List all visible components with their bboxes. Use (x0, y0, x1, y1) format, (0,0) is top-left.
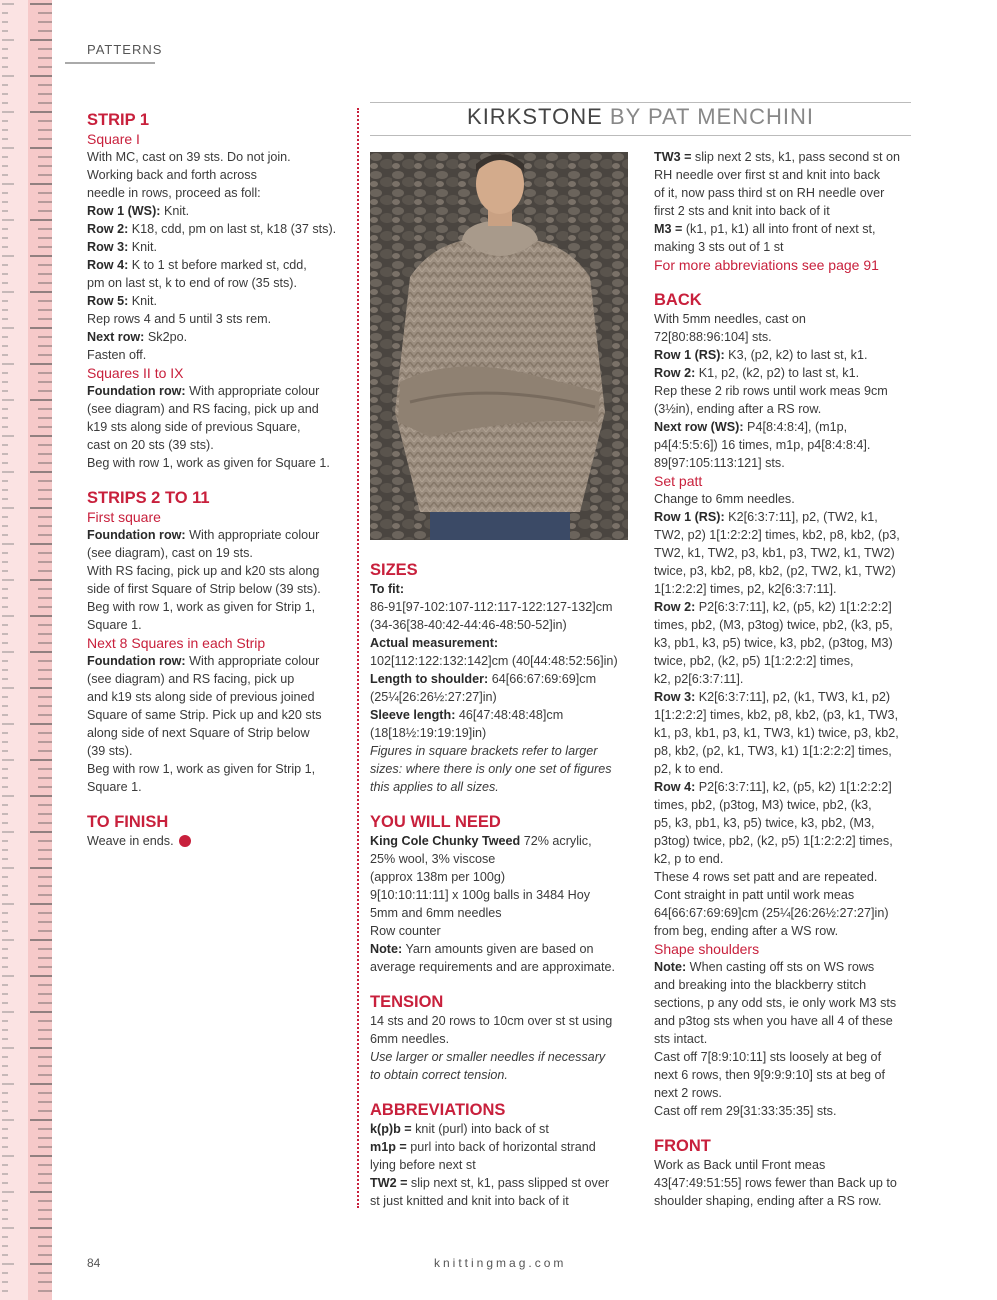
text-line: and breaking into the blackberry stitch (654, 978, 867, 992)
text-line: 25% wool, 3% viscose (370, 852, 496, 866)
text-line: from beg, ending after a WS row. (654, 924, 839, 938)
text-line: 72[80:88:96:104] sts. (654, 330, 772, 344)
abbreviations-heading: ABBREVIATIONS (370, 1101, 506, 1119)
text-line: Cast off rem 29[31:33:35:35] sts. (654, 1104, 837, 1118)
text-line: pm on last st, k to end of row (35 sts). (87, 276, 297, 290)
text-line: Work as Back until Front meas (654, 1158, 826, 1172)
ruler-ticks (0, 0, 52, 1300)
finish-heading: TO FINISH (87, 813, 169, 831)
section-label: PATTERNS (87, 42, 163, 57)
text-line: 89[97:105:113:121] sts. (654, 456, 785, 470)
text-line: (approx 138m per 100g) (370, 870, 506, 884)
text-line: 86-91[97-102:107-112:117-122:127-132]cm (370, 600, 613, 614)
text-line: (see diagram), cast on 19 sts. (87, 546, 253, 560)
text-line: to obtain correct tension. (370, 1068, 508, 1082)
header-rule (65, 62, 155, 64)
text-line: along side of next Square of Strip below (87, 726, 310, 740)
strip-1-section (87, 110, 349, 472)
text-line: M3 = (k1, p1, k1) all into front of next st, (654, 222, 876, 236)
text-line: (see diagram) and RS facing, pick up (87, 672, 295, 686)
row-instruction: Row 1 (RS): K3, (p2, k2) to last st, k1. (654, 348, 868, 362)
text-line: Cast off 7[8:9:10:11] sts loosely at beg of (654, 1050, 882, 1064)
row-instruction: Row 3: K2[6:3:7:11], p2, (k1, TW3, k1, p2) (654, 690, 891, 704)
back-section (654, 290, 916, 1120)
page-number: 84 (87, 1256, 101, 1270)
text-line: twice, pb2, (k2, p5) 1[1:2:2:2] times, (654, 654, 854, 668)
text-line: 102[112:122:132:142]cm (40[44:48:52:56]in) (370, 654, 618, 668)
text-line: (18[18½:19:19:19]in) (370, 726, 487, 740)
strips-heading: STRIPS 2 TO 11 (87, 489, 210, 507)
row-instruction: Next row (WS): P4[8:4:8:4], (m1p, (654, 420, 848, 434)
text-line: 5mm and 6mm needles (370, 906, 502, 920)
text-line: TW2, k1, TW2, p3, kb1, p3, TW2, k1, TW2) (654, 546, 895, 560)
row-instruction: Row 2: K1, p2, (k2, p2) to last st, k1. (654, 366, 860, 380)
row-instruction: Row 1 (WS): Knit. (87, 204, 190, 218)
text-line: (see diagram) and RS facing, pick up and (87, 402, 319, 416)
text-line: sections, p any odd sts, ie only work M3 sts (654, 996, 897, 1010)
strip-1-heading: STRIP 1 (87, 111, 150, 129)
text-line: Figures in square brackets refer to larger (370, 744, 598, 758)
text-line: Use larger or smaller needles if necessary (370, 1050, 606, 1064)
first-square-subheading: First square (87, 509, 161, 525)
text-line: p8, kb2, (p2, k1, TW3, k1) 1[1:2:2:2] times, (654, 744, 892, 758)
text-line: lying before next st (370, 1158, 476, 1172)
text-line: With 5mm needles, cast on (654, 312, 806, 326)
shape-shoulders-subheading: Shape shoulders (654, 941, 760, 957)
row-instruction: Row 4: K to 1 st before marked st, cdd, (87, 258, 307, 272)
text-line: 14 sts and 20 rows to 10cm over st st using (370, 1014, 613, 1028)
text-line: Actual measurement: (370, 636, 499, 650)
sizes-heading: SIZES (370, 561, 418, 579)
text-line: These 4 rows set patt and are repeated. (654, 870, 878, 884)
text-line: shoulder shaping, ending after a RS row. (654, 1194, 882, 1208)
text-line: Working back and forth across (87, 168, 257, 182)
front-heading: FRONT (654, 1137, 711, 1155)
text-line: p3tog) twice, pb2, (k2, p5) 1[1:2:2:2] times, (654, 834, 893, 848)
column-3 (654, 148, 916, 1210)
text-line: next 2 rows. (654, 1086, 722, 1100)
text-line: k3, pb1, k3, p5) twice, k3, pb2, (p3tog, M3) (654, 636, 893, 650)
text-line: With RS facing, pick up and k20 sts along (87, 564, 320, 578)
tension-section (370, 992, 632, 1084)
text-line: p2, k to end. (654, 762, 724, 776)
text-line: Square 1. (87, 780, 142, 794)
text-line: 1[1:2:2:2] times, p2, k2[6:3:7:11]. (654, 582, 837, 596)
row-instruction: Foundation row: With appropriate colour (87, 654, 320, 668)
text-line: first 2 sts and knit into back of it (654, 204, 830, 218)
yarn-ball-end-icon (179, 835, 191, 847)
text-line: Beg with row 1, work as given for Strip 1, (87, 600, 316, 614)
text-line: and p3tog sts when you have all 4 of these (654, 1014, 893, 1028)
row-instruction: Foundation row: With appropriate colour (87, 384, 320, 398)
text-line: Change to 6mm needles. (654, 492, 795, 506)
text-line: 9[10:10:11:11] x 100g balls in 3484 Hoy (370, 888, 591, 902)
text-line: TW2 = slip next st, k1, pass slipped st over (370, 1176, 610, 1190)
abbreviations-section (370, 1100, 632, 1210)
text-line: To fit: (370, 582, 405, 596)
strips-2-11-section (87, 488, 349, 796)
text-line: making 3 sts out of 1 st (654, 240, 784, 254)
text-line: Weave in ends. (87, 832, 349, 850)
text-line: this applies to all sizes. (370, 780, 499, 794)
text-line: twice, p3, kb2, p8, kb2, (p2, TW2, k1, TW2) (654, 564, 896, 578)
text-line: m1p = purl into back of horizontal strand (370, 1140, 596, 1154)
text-line: times, pb2, (M3, p3tog) twice, pb2, (k3, p5, (654, 618, 893, 632)
text-line: (25¼[26:26½:27:27]in) (370, 690, 497, 704)
text-line: TW3 = slip next 2 sts, k1, pass second st on (654, 150, 901, 164)
text-line: Sleeve length: 46[47:48:48:48]cm (370, 708, 564, 722)
tension-heading: TENSION (370, 993, 444, 1011)
text-line: Beg with row 1, work as given for Strip 1, (87, 762, 316, 776)
text-line: TW2, p2) 1[1:2:2:2] times, kb2, p8, kb2, (p3, (654, 528, 900, 542)
text-line: RH needle over first st and knit into back (654, 168, 881, 182)
text-line: King Cole Chunky Tweed 72% acrylic, (370, 834, 592, 848)
squares-2-9-subheading: Squares II to IX (87, 365, 184, 381)
row-instruction: Row 4: P2[6:3:7:11], k2, (p5, k2) 1[1:2:2:2] (654, 780, 892, 794)
text-line: Square 1. (87, 618, 142, 632)
row-instruction: Row 1 (RS): K2[6:3:7:11], p2, (TW2, k1, (654, 510, 878, 524)
text-line: Square of same Strip. Pick up and k20 sts (87, 708, 322, 722)
text-line: average requirements and are approximate. (370, 960, 616, 974)
text-line: k(p)b = knit (purl) into back of st (370, 1122, 549, 1136)
abbreviations-continued (654, 148, 916, 274)
you-will-need-section (370, 812, 632, 976)
text-line: p4[4:5:5:6]) 16 times, m1p, p4[8:4:8:4]. (654, 438, 871, 452)
text-line: cast on 20 sts (39 sts). (87, 438, 214, 452)
column-divider (357, 108, 359, 1208)
sizes-section (370, 560, 632, 796)
text-line: k1, p3, kb1, p3, k1, TW3, k1) twice, p3, kb2, (654, 726, 899, 740)
row-instruction: Row 3: Knit. (87, 240, 157, 254)
text-line: st just knitted and knit into back of it (370, 1194, 569, 1208)
text-line: Rep these 2 rib rows until work meas 9cm (654, 384, 888, 398)
row-instruction: Row 5: Knit. (87, 294, 157, 308)
text-line: and k19 sts along side of previous joined (87, 690, 315, 704)
text-line: sizes: where there is only one set of figures (370, 762, 612, 776)
text-line: next 6 rows, then 9[9:9:9:10] sts at beg of (654, 1068, 886, 1082)
text-line: Rep rows 4 and 5 until 3 sts rem. (87, 312, 272, 326)
text-line: Note: Yarn amounts given are based on (370, 942, 594, 956)
finish-section (87, 812, 349, 850)
measuring-ruler (0, 0, 52, 1300)
website: knittingmag.com (434, 1256, 567, 1270)
text-line: k2, p2[6:3:7:11]. (654, 672, 744, 686)
text-line: (39 sts). (87, 744, 133, 758)
row-instruction: Row 2: K18, cdd, pm on last st, k18 (37 sts). (87, 222, 337, 236)
text-line: times, pb2, (p3tog, M3) twice, pb2, (k3, (654, 798, 872, 812)
text-line: Fasten off. (87, 348, 147, 362)
set-patt-subheading: Set patt (654, 473, 703, 489)
column-2 (370, 560, 632, 1210)
text-line: Beg with row 1, work as given for Square 1. (87, 456, 330, 470)
need-heading: YOU WILL NEED (370, 813, 501, 831)
title-byline: BY PAT MENCHINI (609, 104, 814, 129)
text-line: p5, k3, pb1, k3, p5) twice, k3, pb2, (M3, (654, 816, 875, 830)
text-line: With MC, cast on 39 sts. Do not join. (87, 150, 291, 164)
text-line: k19 sts along side of previous Square, (87, 420, 301, 434)
text-line: (34-36[38-40:42-44:46-48:50-52]in) (370, 618, 567, 632)
row-instruction: Foundation row: With appropriate colour (87, 528, 320, 542)
text-line: 43[47:49:51:55] rows fewer than Back up to (654, 1176, 897, 1190)
front-section (654, 1136, 916, 1210)
title-name: KIRKSTONE (467, 104, 603, 129)
next-8-squares-subheading: Next 8 Squares in each Strip (87, 635, 266, 651)
pattern-title (370, 104, 911, 130)
text-line: Cont straight in patt until work meas (654, 888, 855, 902)
text-line: Length to shoulder: 64[66:67:69:69]cm (370, 672, 597, 686)
text-line: Row counter (370, 924, 441, 938)
row-instruction: Next row: Sk2po. (87, 330, 188, 344)
model-photo (370, 152, 628, 540)
text-line: Note: When casting off sts on WS rows (654, 960, 875, 974)
text-line: of it, now pass third st on RH needle over (654, 186, 885, 200)
text-line: 1[1:2:2:2] times, kb2, p8, kb2, (p3, k1, TW3, (654, 708, 899, 722)
text-line: needle in rows, proceed as foll: (87, 186, 261, 200)
text-line: k2, p to end. (654, 852, 724, 866)
back-heading: BACK (654, 291, 702, 309)
more-abbreviations-note: For more abbreviations see page 91 (654, 257, 879, 273)
sweater-photo-illustration (370, 152, 628, 540)
row-instruction: Row 2: P2[6:3:7:11], k2, (p5, k2) 1[1:2:2:2] (654, 600, 892, 614)
text-line: 64[66:67:69:69]cm (25¼[26:26½:27:27]in) (654, 906, 889, 920)
square-1-subheading: Square I (87, 131, 140, 147)
column-1 (87, 110, 349, 850)
text-line: side of first Square of Strip below (39 sts). (87, 582, 321, 596)
text-line: (3½in), ending after a RS row. (654, 402, 822, 416)
text-line: 6mm needles. (370, 1032, 450, 1046)
text-line: sts intact. (654, 1032, 708, 1046)
